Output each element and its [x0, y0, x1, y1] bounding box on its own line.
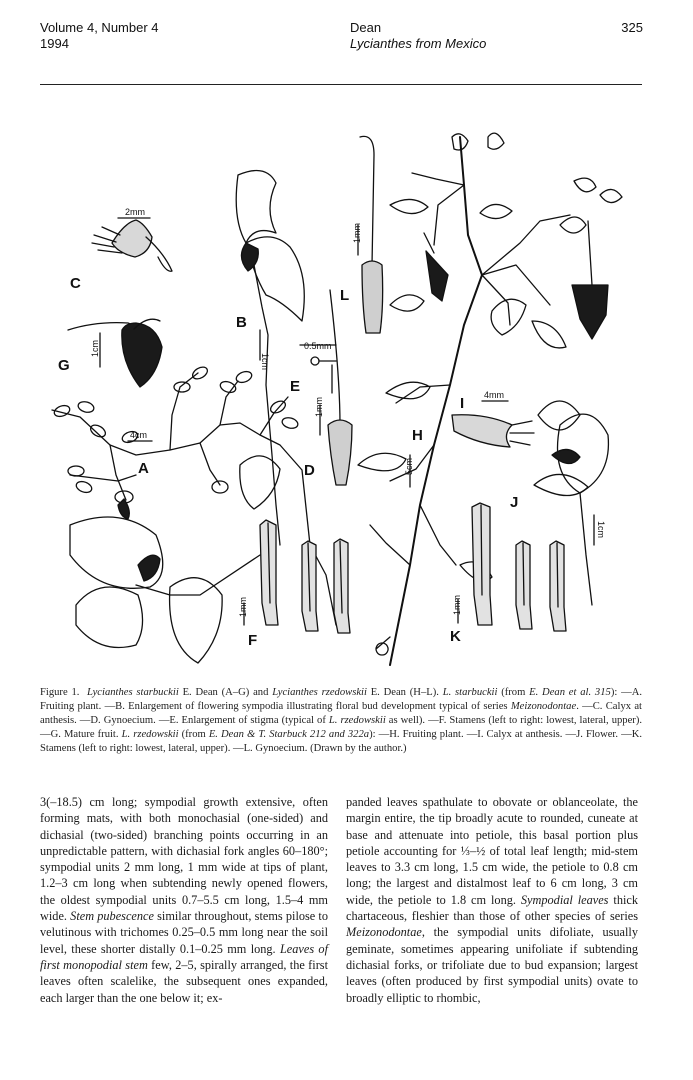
scale-g: 1cm: [90, 339, 100, 357]
panel-k-stamens: [458, 503, 566, 631]
caption-species-4: L. rzedowskii: [328, 715, 386, 726]
caption-voucher-1: E. Dean et al. 315: [529, 687, 611, 698]
body-term: Stem pubescence: [70, 909, 154, 924]
panel-d-gynoecium: [320, 290, 352, 485]
panel-i-calyx: [452, 401, 534, 447]
panel-c-calyx: [92, 218, 172, 271]
body-column-left: [40, 794, 328, 1006]
caption-text: E. Dean (H–L).: [366, 687, 443, 698]
header-rule: [40, 84, 642, 85]
scale-d: 1mm: [314, 397, 324, 417]
caption-species-3: L. starbuckii: [442, 687, 498, 698]
caption-series: Meizonodontae: [510, 701, 577, 712]
body-text: similar throughout, stems pilose to velutinous with trichomes 0.25–0.5 mm long near the soil level, these shorter distally 0.1–0.25 mm long.: [40, 909, 328, 956]
year: 1994: [40, 36, 69, 51]
body-term: Meizonodontae: [346, 925, 422, 940]
scale-e: 0.5mm: [304, 341, 332, 351]
caption-text: (from: [178, 729, 209, 740]
caption-text: . —C. Calyx at anthesis. —D. Gynoecium. —E. Enlargement of stigma (typical of: [40, 701, 642, 726]
caption-species-1: Lycianthes starbuckii: [87, 687, 179, 698]
caption-text: E. Dean (A–G) and: [178, 687, 273, 698]
panel-label-l: L: [340, 287, 350, 304]
body-text: few, 2–5, spirally arranged, the first leaves often scalelike, the subsequent ones expanded, each larger than the one below it; ex-: [40, 957, 328, 1005]
scale-i: 4mm: [484, 390, 504, 400]
figure-illustration: [40, 125, 640, 670]
scale-a: 4cm: [130, 430, 148, 440]
scale-j: 1cm: [596, 521, 606, 539]
body-text: , the sympodial units difoliate, usually geminate, sometimes appearing unifoliate if subtending dichasial forks, or trifoliate due to bud expansion; largest leaves (often produced by first sympodial units) ovate to broadly elliptic to rhombic,: [346, 925, 638, 1005]
caption-text: as well). —F. Stamens (left to right: lowest, lateral, upper). —G. Mature fruit.: [40, 715, 642, 740]
panel-label-a: A: [138, 460, 149, 477]
body-term: Leaves of first monopodial stem: [40, 941, 328, 972]
body-term: Sympodial leaves: [520, 892, 609, 907]
panel-label-i: I: [460, 395, 465, 412]
scale-h: 5cm: [404, 457, 414, 475]
body-text: 3(–18.5) cm long; sympodial growth extensive, often forming mats, with both monochasial (one-sided) and dichasial (two-sided) branching points occurring in an unpredictable pattern, with dichasial fork angles 60–180°; sympodial units 2 mm long, 1 mm wide at tips of plant, 1.2–3 cm long when subtending newly opened flowers, the oldest sympodial units 0.7–5.5 cm long, 1.5–4 mm wide.: [40, 795, 328, 924]
panel-j-flower: [534, 401, 608, 605]
panel-label-f: F: [248, 632, 258, 649]
scale-l: 1mm: [352, 223, 362, 243]
panel-e-stigma: [300, 345, 336, 393]
panel-f-stamens: [244, 520, 350, 633]
panel-label-j: J: [510, 494, 519, 511]
body-text: panded leaves spathulate to obovate or oblanceolate, the margin entire, the tip broadly acute to rounded, cuneate at base and attenuate into petiole, this basal portion plus petiole accounting for ⅓–½ of total leaf length; mid-stem leaves to 3.3 cm long, 1.5 cm wide, the petiole to 0.8 cm long; the largest and distalmost leaf to 6 cm long, 3 cm wide, the petiole to 1.8 cm long.: [346, 795, 638, 907]
caption-fig-label: Figure 1.: [40, 687, 80, 698]
panel-label-c: C: [70, 275, 81, 292]
panel-label-k: K: [450, 628, 461, 645]
running-title: Lycianthes from Mexico: [350, 36, 487, 51]
panel-label-d: D: [304, 462, 315, 479]
panel-label-g: G: [58, 357, 70, 374]
running-head: [350, 20, 486, 52]
caption-text: ): —A. Fruiting plant. —B. Enlargement of flowering sympodia illustrating floral bud development typical of series: [40, 687, 642, 712]
panel-label-h: H: [412, 427, 423, 444]
volume-issue: Volume 4, Number 4: [40, 20, 159, 35]
caption-voucher-2: E. Dean & T. Starbuck 212 and 322a: [208, 729, 370, 740]
caption-text: (from: [497, 687, 530, 698]
body-text: thick chartaceous, fleshier than those of other species of series: [346, 892, 638, 924]
panel-g-fruit: [68, 319, 162, 387]
botanical-figure: [40, 125, 640, 670]
scale-f: 1mm: [238, 597, 248, 617]
author-name: Dean: [350, 20, 382, 35]
caption-text: ): —H. Fruiting plant. —I. Calyx at anthesis. —J. Flower. —K. Stamens (left to right: lowest, lateral, upper). —L. Gynoecium. (Drawn by the author.): [40, 729, 642, 754]
page-number: 325: [621, 20, 643, 35]
caption-species-5: L. rzedowskii: [121, 729, 179, 740]
body-column-right: [346, 794, 638, 1006]
scale-c: 2mm: [125, 207, 145, 217]
figure-caption: [40, 686, 642, 756]
panel-label-b: B: [236, 314, 247, 331]
caption-species-2: Lycianthes rzedowskii: [272, 687, 367, 698]
panel-label-e: E: [290, 378, 301, 395]
scale-k: 1mm: [452, 595, 462, 615]
journal-volume-block: [40, 20, 159, 52]
scale-b: 1cm: [260, 353, 270, 371]
panel-a-fruiting-plant: [52, 365, 336, 625]
